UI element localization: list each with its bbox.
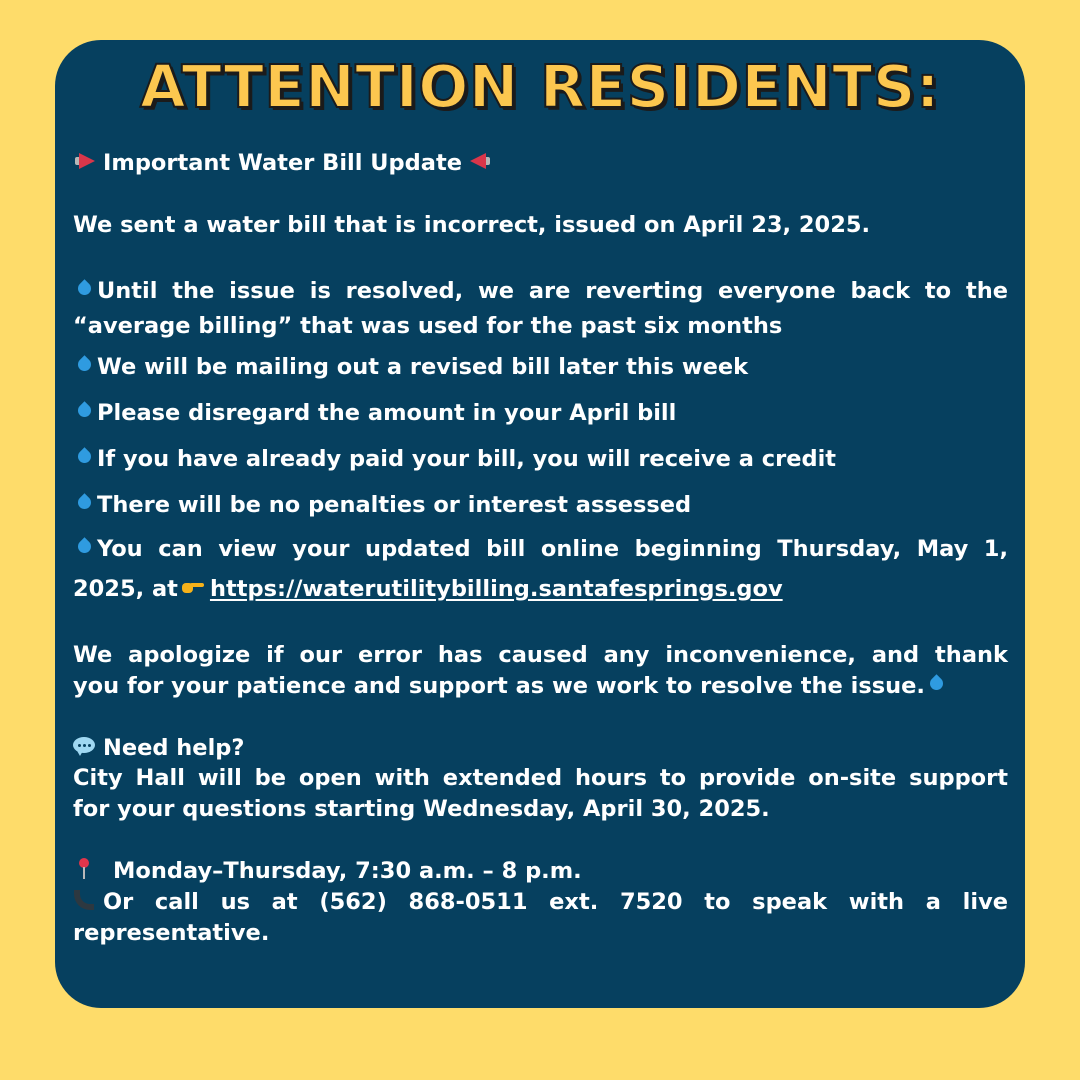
- hours-row: [73, 854, 1008, 888]
- call-row: [73, 885, 1008, 919]
- speech-bubble-icon: [73, 737, 95, 755]
- hours-text: Monday–Thursday, 7:30 a.m. – 8 p.m.: [113, 858, 582, 884]
- water-drop-icon: [75, 279, 93, 297]
- water-drop-icon: [75, 401, 93, 419]
- bullet-penalties: [73, 488, 1008, 522]
- water-drop-icon: [75, 537, 93, 555]
- megaphone-icon: [468, 151, 492, 171]
- water-drop-icon: [927, 674, 945, 692]
- water-drop-icon: [75, 447, 93, 465]
- page-title: ATTENTION RESIDENTS:: [139, 52, 941, 121]
- bullet-text: We will be mailing out a revised bill later this week: [97, 354, 749, 380]
- apology-text: you for your patience and support as we work to resolve the issue.: [73, 673, 925, 699]
- call-line-2: representative.: [73, 920, 270, 946]
- bullet-reverting-cont: “average billing” that was used for the past six months: [73, 313, 783, 339]
- bullet-text: Please disregard the amount in your April bill: [97, 400, 677, 426]
- apology-line-2: [73, 669, 1008, 703]
- telephone-icon: [73, 889, 95, 911]
- bullet-online-cont: [73, 572, 1008, 606]
- bullet-online: [73, 532, 1008, 566]
- help-heading: Need help?: [103, 735, 245, 761]
- bullet-reverting: [73, 274, 1008, 308]
- bullet-text: Until the issue is resolved, we are reverting everyone back to the: [97, 278, 1008, 304]
- bullet-text: There will be no penalties or interest assessed: [97, 492, 692, 518]
- bullet-mailing: [73, 350, 1008, 384]
- bullet-disregard: [73, 396, 1008, 430]
- call-text: Or call us at (562) 868-0511 ext. 7520 to speak with a live: [103, 889, 1008, 915]
- subtitle-row: [73, 146, 1008, 180]
- bullet-text: You can view your updated bill online beginning Thursday, May 1,: [97, 536, 1008, 562]
- megaphone-icon: [73, 151, 97, 171]
- help-line-2: for your questions starting Wednesday, April 30, 2025.: [73, 796, 770, 822]
- water-drop-icon: [75, 355, 93, 373]
- water-drop-icon: [75, 493, 93, 511]
- intro-text: We sent a water bill that is incorrect, issued on April 23, 2025.: [73, 212, 871, 238]
- help-line-1: City Hall will be open with extended hours to provide on-site support: [73, 765, 1008, 791]
- subtitle: Important Water Bill Update: [103, 150, 462, 176]
- billing-url-link[interactable]: https://waterutilitybilling.santafesprings.gov: [209, 576, 783, 602]
- help-heading-row: [73, 731, 1008, 765]
- apology-line-1: We apologize if our error has caused any inconvenience, and thank: [73, 642, 1008, 668]
- pointing-hand-icon: [182, 581, 204, 593]
- bullet-text: 2025, at: [73, 576, 178, 602]
- bullet-text: If you have already paid your bill, you will receive a credit: [97, 446, 837, 472]
- bullet-credit: [73, 442, 1008, 476]
- pushpin-icon: [77, 858, 91, 880]
